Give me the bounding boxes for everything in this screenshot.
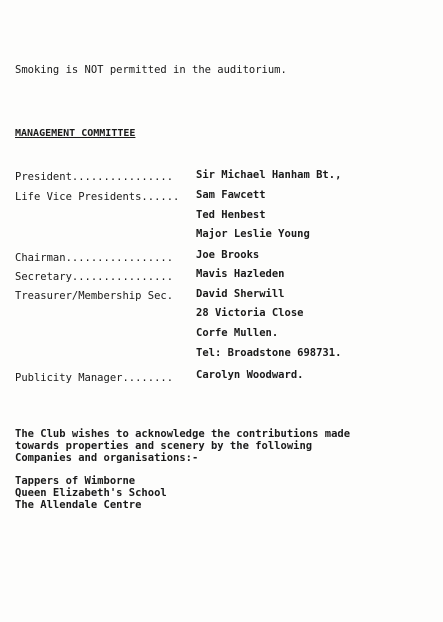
member-name: Sir Michael Hanham Bt., <box>196 169 342 181</box>
committee-heading: MANAGEMENT COMMITTEE <box>15 128 136 139</box>
role-label: Chairman................. <box>15 252 174 264</box>
member-name: Major Leslie Young <box>196 228 310 240</box>
role-label: Life Vice Presidents...... <box>15 191 180 203</box>
member-address: Corfe Mullen. <box>196 327 279 339</box>
organisation-item: Queen Elizabeth's School <box>15 487 167 499</box>
member-name: Joe Brooks <box>196 249 260 261</box>
acknowledgement-line: Companies and organisations:- <box>15 452 199 464</box>
member-name: Sam Fawcett <box>196 189 266 201</box>
organisation-item: Tappers of Wimborne <box>15 475 136 487</box>
role-label: Treasurer/Membership Sec. <box>15 290 174 302</box>
role-label: Publicity Manager........ <box>15 372 174 384</box>
member-name: Ted Henbest <box>196 209 266 221</box>
member-phone: Tel: Broadstone 698731. <box>196 347 342 359</box>
smoking-notice: Smoking is NOT permitted in the auditorium. <box>15 64 287 76</box>
member-name: David Sherwill <box>196 288 285 300</box>
member-address: 28 Victoria Close <box>196 307 304 319</box>
member-name: Mavis Hazleden <box>196 268 285 280</box>
role-label: President................ <box>15 171 174 183</box>
acknowledgement-line: The Club wishes to acknowledge the contributions made <box>15 428 351 440</box>
member-name: Carolyn Woodward. <box>196 369 304 381</box>
acknowledgement-line: towards properties and scenery by the following <box>15 440 313 452</box>
organisation-item: The Allendale Centre <box>15 499 142 511</box>
role-label: Secretary................ <box>15 271 174 283</box>
